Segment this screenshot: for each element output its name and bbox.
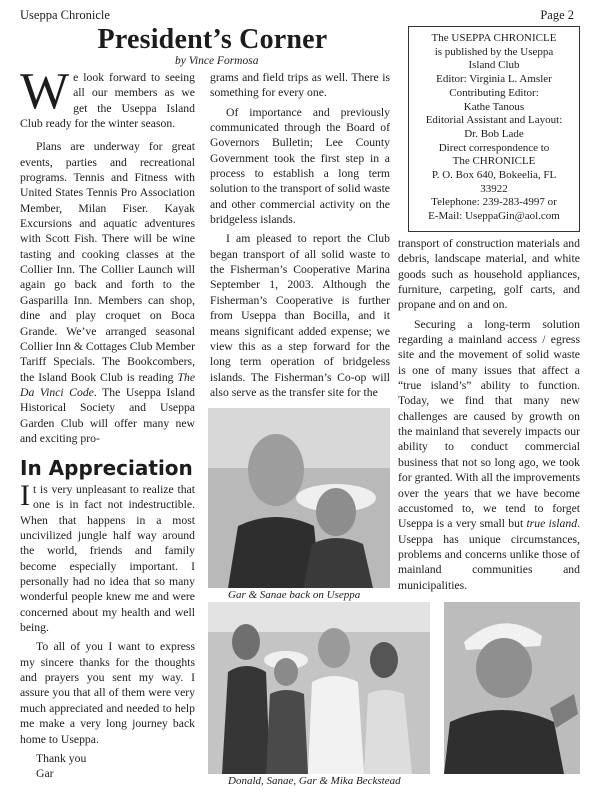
book-title: The Da Vinci Code <box>20 370 195 399</box>
article-paragraph-1 <box>20 63 195 131</box>
paragraph-text: . The Useppa Island Historical Society and Useppa Garden Club will offer many new and exciting pro- <box>20 385 195 445</box>
article-column-2 <box>210 70 390 400</box>
paragraph-text: t is very unpleasant to realize that one is in fact not indestructible. When that happens in a most uncivilized jungle half way around the world, friends and family become especially important. I personally had no idea that so many wonderful people knew me and were concerned about my health and well being. <box>20 483 195 635</box>
masthead-line: Editor: Virginia L. Amsler <box>436 73 552 86</box>
publication-name: Useppa Chronicle <box>20 8 110 22</box>
paragraph-text: Securing a long-term solution regarding a mainland access / egress site and the movement of solid waste is one of many issues that affect a “true island’s” ability to function. Today, we find that many new challenges are caused by growth on the mainland that severely impacts our ability to conduct commercial business that not so long ago, we took for granted. With all the improvements over the years that we have become accustomed to, we tend to forget Useppa is a very small but <box>398 317 580 531</box>
masthead-line: P. O. Box 640, Bokeelia, FL <box>431 169 557 182</box>
photo-group-image <box>208 602 430 774</box>
masthead-line: Dr. Bob Lade <box>464 127 524 140</box>
article-paragraph-2 <box>20 139 195 446</box>
masthead-line: Direct correspondence to <box>438 141 550 154</box>
signoff-name: Gar <box>36 767 54 781</box>
article-column-3 <box>398 236 580 596</box>
masthead-line: is published by the Useppa <box>434 45 554 58</box>
masthead-line: The CHRONICLE <box>452 155 536 168</box>
signoff-line: Thank you <box>36 751 87 765</box>
masthead-line: The USEPPA CHRONICLE <box>431 32 557 44</box>
photo-caption-1: Gar & Sanae back on Useppa <box>228 589 361 601</box>
photo-gar-sanae <box>208 408 390 588</box>
drop-cap: I <box>20 479 30 512</box>
photo-caption-2: Donald, Sanae, Gar & Mika Beckstead <box>228 775 401 787</box>
paragraph-text: e look forward to seeing all our members as we get the Useppa Island Club ready for the winter season. <box>20 71 195 131</box>
article-byline: by Vince Formosa <box>175 55 259 67</box>
page-number: Page 2 <box>540 8 574 22</box>
appreciation-paragraph-2: To all of you I want to express my sincere thanks for the thoughts and prayers you sent my way. I assure you that all of them were very much appreciated and needed to help me make a very long journey back home to Useppa. <box>20 640 195 746</box>
photo-gar-image <box>444 602 580 774</box>
appreciation-paragraph-1 <box>20 479 195 635</box>
article-column-1 <box>20 63 195 450</box>
masthead-line: Editorial Assistant and Layout: <box>425 114 563 127</box>
masthead-line: Kathe Tanous <box>463 100 525 113</box>
article-paragraph-4: Of importance and previously communicated through the Board of Governors Bulletin; Lee County Government took the first step in a process to establish a long term solution to the transport of solid waste and other commercial activity on the bridgeless islands. <box>210 105 390 227</box>
appreciation-heading: In Appreciation <box>20 456 193 480</box>
photo-gar-sanae-image <box>208 408 390 588</box>
article-paragraph-3: grams and field trips as well. There is something for every one. <box>210 71 390 100</box>
masthead-box <box>408 26 580 232</box>
paragraph-text: . Useppa has unique circumstances, problems and concerns unlike those of mainland communities and municipalities. <box>398 517 580 592</box>
paragraph-text: Plans are underway for great events, parties and recreational programs. Tennis and Fitness with United States Tennis Pro Association Member, Milan Fiser. Kayak Excursions and aquatic adventures with Scott Fish. There will be wine tasting and cooking classes at the Collier Inn. The Collier Launch will again go back and forth to the Gasparilla Inn. Members can shop, dine and play croquet on Boca Grande. We’ve arranged seasonal Collier Inn & Cottages Club Member Tariff Specials. The Bookcombers, the Island Book Club is reading <box>20 140 195 384</box>
masthead-line: 33922 <box>480 182 508 195</box>
masthead-line: Island Club <box>468 59 520 72</box>
article-title: President’s Corner <box>97 24 328 55</box>
photo-group <box>208 602 430 774</box>
photo-gar <box>444 602 580 774</box>
article-paragraph-5: I am pleased to report the Club began transport of all solid waste to the Fisherman’s Cooperative Marina September 1, 2003. Although the Fisherman’s Cooperative is further from Useppa than Bocilla, and it means significant added expense; we view this as a step forward for the long term operation of bridgeless islands. The Fisherman’s Co-op will also serve as the transfer site for the <box>210 232 390 399</box>
appreciation-column <box>20 479 195 782</box>
masthead-line: Contributing Editor: <box>449 86 539 99</box>
masthead-line: E-Mail: UseppaGin@aol.com <box>428 210 560 223</box>
drop-cap: W <box>20 63 70 120</box>
masthead-line: Telephone: 239-283-4997 or <box>431 196 557 209</box>
emphasis-text: true island <box>526 517 578 531</box>
article-paragraph-6: transport of construction materials and debris, landscape material, and white goods such as household appliances, furniture, carpeting, golf carts, and propane and on and on. <box>398 237 580 312</box>
article-paragraph-7 <box>398 317 580 593</box>
